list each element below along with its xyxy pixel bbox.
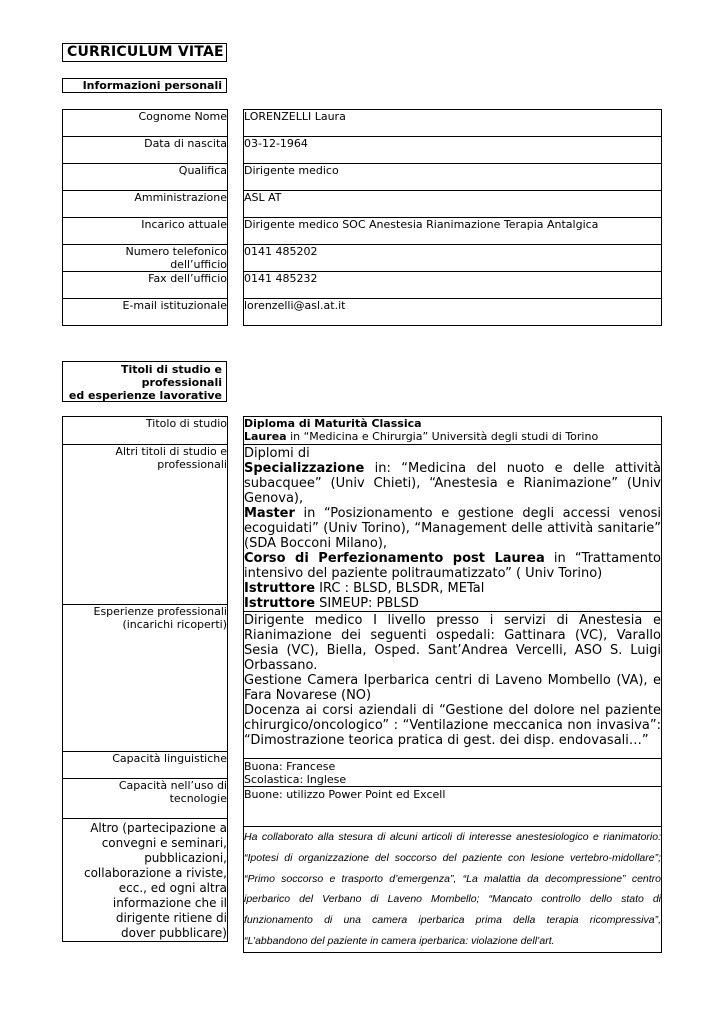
label-altro: Altro (partecipazione a convegni e seminari, pubblicazioni, collaborazione a riviste, ecc., ed ogni altra informazione che il dirigente ritiene di dover pubblicare) [63,819,228,942]
label-email: E-mail istituzionale [63,299,228,326]
titoli-heading-line1: Titoli di studio e [120,363,222,376]
istr1-rest: IRC : BLSD, BLSDR, METal [315,581,485,596]
diplomi-text: Diplomi di [244,446,310,461]
master-rest: in “Posizionamento e gestione degli accessi venosi ecoguidati” (Univ Torino), “Management delle attività sanitarie” (SDA Bocconi Milano), [244,506,661,551]
value-tecnologie: Buone: utilizzo Power Point ed Excell [244,787,662,827]
laurea-text [244,430,661,443]
value-qualifica: Dirigente medico [244,164,662,191]
esperienze-p3: Docenza ai corsi aziendali di “Gestione del dolore nel paziente chirurgico/oncologico” : “Ventilazione meccanica non invasiva”: “Dimostrazione teorica pratica di gest. dei disp. endovasali…” [244,703,661,748]
diploma-text: Diploma di Maturità Classica [244,417,422,430]
titoli-heading-line2: professionali [141,376,222,389]
value-telefono: 0141 485202 [244,245,662,272]
istr1-bold: Istruttore [244,581,316,596]
corso-text [244,551,661,581]
istruttore-simeup-text [244,596,661,611]
value-incarico: Dirigente medico SOC Anestesia Rianimazione Terapia Antalgica [244,218,662,245]
master-bold: Master [244,506,295,521]
label-tecnologie: Capacità nell’uso di tecnologie [63,779,228,819]
value-fax: 0141 485232 [244,272,662,299]
document-title: CURRICULUM VITAE [62,43,227,62]
value-lingue [244,759,662,787]
label-telefono: Numero telefonico dell’ufficio [63,245,228,272]
istruttore-irc-text [244,581,661,596]
value-email[interactable]: lorenzelli@asl.at.it [244,299,662,326]
esperienze-p2: Gestione Camera Iperbarica centri di Laveno Mombello (VA), e Fara Novarese (NO) [244,673,661,703]
value-data-nascita: 03-12-1964 [244,137,662,164]
personal-values-table [243,109,662,326]
value-altro: Ha collaborato alla stesura di alcuni articoli di interesse anestesiologico e rianimatorio: “Ipotesi di organizzazione del soccorso del paziente con lesione vertebro-midollare”; “Primo soccorso e trasporto d’emergenza”, “La malattia da decompressione” centro iperbarico del Verbano di Laveno Mombello; “Mancato controllo dello stato di funzionamento di una camera iperbarica prima della terapia ricompressiva”, “L’abbandono del paziente in camera iperbarica: violazione dell’art. [244,827,662,953]
value-cognome-nome: LORENZELLI Laura [244,110,662,137]
master-text [244,506,661,551]
lingue-line1: Buona: Francese [244,760,336,773]
value-titolo-studio [244,417,662,445]
label-data-nascita: Data di nascita [63,137,228,164]
value-esperienze [244,612,662,759]
label-cognome-nome: Cognome Nome [63,110,228,137]
corso-rest: in “Trattamento intensivo del paziente politraumatizzato” ( Univ Torino) [244,551,662,581]
label-amministrazione: Amministrazione [63,191,228,218]
label-titolo-studio: Titolo di studio [63,417,228,445]
label-fax: Fax dell’ufficio [63,272,228,299]
esperienze-p1: Dirigente medico I livello presso i servizi di Anestesia e Rianimazione dei seguenti ospedali: Gattinara (VC), Varallo Sesia (VC), Biella, Osped. Sant’Andrea Vercelli, ASO S. Luigi Orbassano. [244,613,661,673]
value-amministrazione: ASL AT [244,191,662,218]
section-heading-personal: Informazioni personali [62,78,227,93]
titoli-labels-table [62,416,228,942]
titoli-values-table [243,416,662,953]
corso-bold: Corso di Perfezionamento post Laurea [244,551,545,566]
label-lingue: Capacità linguistiche [63,752,228,779]
spec-rest: in: “Medicina del nuoto e delle attività subacquee” (Univ Chieti), “Anestesia e Rianimazione” (Univ Genova), [244,461,661,506]
istr2-rest: SIMEUP: PBLSD [315,596,419,611]
personal-labels-table [62,109,228,326]
spec-bold: Specializzazione [244,461,365,476]
laurea-bold: Laurea [244,430,287,443]
value-altri-titoli [244,445,662,612]
section-heading-titoli [62,361,227,402]
label-altri-titoli: Altri titoli di studio e professionali [63,445,228,605]
titoli-heading-line3: ed esperienze lavorative [68,389,222,402]
specializzazione-text [244,461,661,506]
label-esperienze: Esperienze professionali (incarichi ricoperti) [63,605,228,752]
lingue-line2: Scolastica: Inglese [244,773,347,786]
label-incarico: Incarico attuale [63,218,228,245]
laurea-rest: in “Medicina e Chirurgia” Università degli studi di Torino [286,430,599,443]
istr2-bold: Istruttore [244,596,316,611]
label-qualifica: Qualifica [63,164,228,191]
